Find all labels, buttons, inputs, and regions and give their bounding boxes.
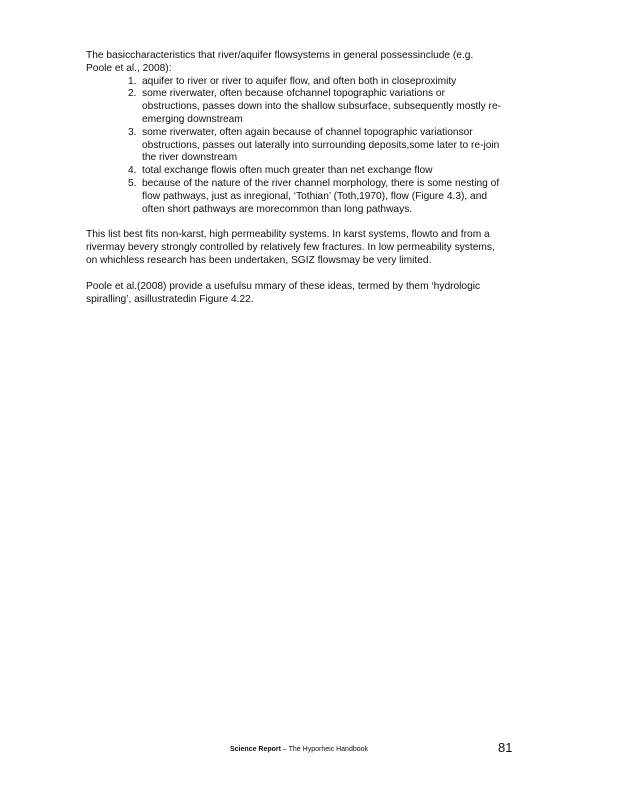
spiralling-paragraph: Poole et al.(2008) provide a usefulsu mmary of these ideas, termed by them ‘hydrologic spiralling’, asillustratedin Figure 4.22.	[86, 280, 481, 305]
characteristics-list-wrap	[86, 76, 502, 217]
page-footer	[0, 740, 618, 760]
page-number: 81	[498, 740, 513, 755]
list-item	[86, 127, 502, 165]
list-item-text: some riverwater, often again because of channel topographic variationsor obstructions, passes out laterally into surrounding deposits,some later to re-join the river downstream	[142, 126, 500, 164]
list-item-text: total exchange flowis often much greater than net exchange flow	[142, 165, 433, 177]
list-item-number: 1.	[128, 75, 137, 87]
list-item	[86, 88, 502, 126]
list-item-number: 3.	[128, 126, 137, 138]
list-item-number: 5.	[128, 177, 137, 189]
list-item-number: 2.	[128, 88, 137, 100]
characteristics-list	[86, 76, 502, 217]
footer-caption	[230, 746, 368, 753]
list-item	[86, 165, 502, 178]
footer-series: Science Report	[230, 746, 281, 753]
footer-title: – The Hyporheic Handbook	[282, 746, 369, 753]
list-item-text: some riverwater, often because ofchannel topographic variations or obstructions, passes down into the shallow subsurface, subsequently mostly re-emerging downstream	[142, 88, 502, 125]
karst-paragraph: This list best fits non-karst, high permeability systems. In karst systems, flowto and from a rivermay bevery strongly controlled by relatively few fractures. In low permeability systems, on whichless research has been undertaken, SGIZ flowsmay be very limited.	[86, 229, 495, 266]
list-item	[86, 178, 502, 216]
list-item-number: 4.	[128, 165, 137, 177]
intro-paragraph: The basiccharacteristics that river/aquifer flowsystems in general possessinclude (e.g. Poole et al., 2008):	[86, 50, 474, 74]
list-item-text: because of the nature of the river channel morphology, there is some nesting of flow pathways, just as inregional, ‘Tothian’ (Toth,1970), flow (Figure 4.3), and often short pathways are morecommon than long pathways.	[142, 177, 500, 215]
list-item-text: aquifer to river or river to aquifer flow, and often both in closeproximity	[142, 75, 457, 87]
body-text	[86, 50, 502, 306]
list-item	[86, 76, 502, 89]
